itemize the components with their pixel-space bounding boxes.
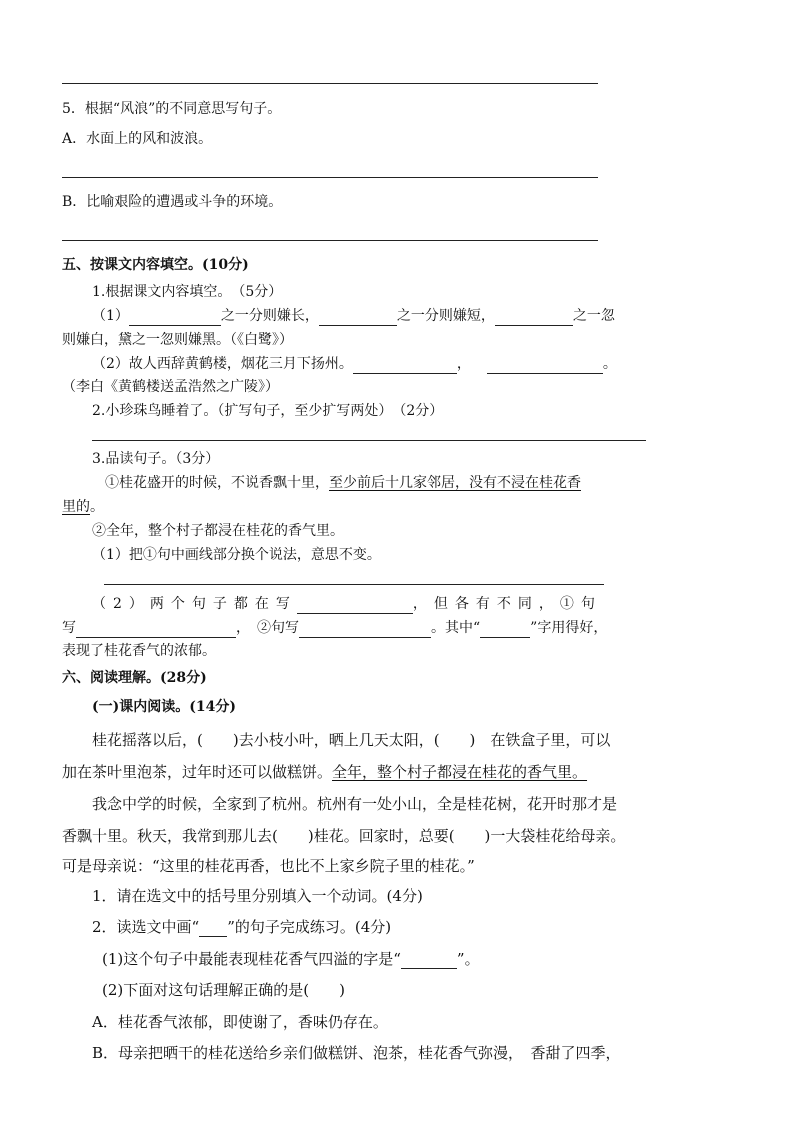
- answer-line[interactable]: [62, 177, 598, 178]
- blank-field[interactable]: [353, 357, 457, 374]
- fill-line-1: [92, 306, 615, 326]
- reading-question-2-1: [102, 949, 480, 969]
- text: 。其中“: [431, 620, 481, 636]
- blank-field[interactable]: [299, 621, 431, 638]
- blank-field[interactable]: [297, 597, 413, 614]
- blank-field[interactable]: [495, 309, 573, 326]
- question-3-2-cont: [62, 618, 607, 638]
- passage-line: [62, 762, 587, 782]
- sentence-1-cont: [62, 497, 104, 517]
- fill-line-2: [92, 354, 617, 374]
- choice-b: B．母亲把晒干的桂花送给乡亲们做糕饼、泡茶，桂花香气弥漫， 香甜了四季，: [92, 1044, 621, 1062]
- blank-field[interactable]: [129, 309, 221, 326]
- question-3-2-end: 表现了桂花香气的浓郁。: [62, 643, 216, 659]
- text: 之一忽: [572, 308, 615, 324]
- text: ”。: [456, 950, 480, 968]
- answer-line[interactable]: [104, 584, 604, 585]
- answer-line[interactable]: [62, 240, 598, 241]
- item-number: （1）: [92, 308, 129, 324]
- choice-a: A．桂花香气浓郁，即使谢了，香味仍存在。: [92, 1013, 388, 1031]
- text: ”的句子完成练习。(4分): [227, 918, 392, 936]
- blank-field[interactable]: [319, 309, 397, 326]
- question-3-2: [92, 594, 602, 614]
- text: ，: [456, 356, 471, 372]
- text: ， ②句写: [236, 620, 299, 636]
- section-6-heading: 六、阅读理解。(28分): [62, 670, 207, 686]
- text: 。: [602, 356, 617, 372]
- reading-question-2: [92, 917, 391, 937]
- blank-field[interactable]: [76, 621, 236, 638]
- text: 写: [62, 620, 76, 636]
- sentence-1: [105, 473, 581, 493]
- sentence-text: 。: [90, 499, 104, 515]
- fill-line-1-cont: 则嫌白，黛之一忽则嫌黑。（《白鹭》）: [62, 332, 293, 348]
- blank-field[interactable]: [480, 621, 530, 638]
- underlined-text: 至少前后十几家邻居，没有不浸在桂花香: [329, 475, 581, 491]
- reading-question-1: 1．请在选文中的括号里分别填入一个动词。(4分): [92, 887, 423, 905]
- answer-line[interactable]: [62, 83, 598, 84]
- question-5-2: 2.小珍珠鸟睡着了。（扩写句子，至少扩写两处） （2分）: [92, 403, 444, 419]
- sentence-2: ②全年，整个村子都浸在桂花的香气里。: [92, 523, 344, 539]
- reading-question-2-2: (2)下面对这句话理解正确的是( ): [102, 981, 345, 999]
- question-3-1: （1）把①句中画线部分换个说法，意思不变。: [92, 547, 381, 563]
- text: （2）两个句子都在写: [92, 596, 297, 612]
- text: 之一分则嫌长，: [220, 308, 319, 324]
- option-b: B．比喻艰险的遭遇或斗争的环境。: [62, 194, 283, 210]
- sentence-text: ①桂花盛开的时候，不说香飘十里，: [105, 475, 329, 491]
- text: (1)这个句子中最能表现桂花香气四溢的字是“: [102, 950, 401, 968]
- option-a: A．水面上的风和波浪。: [62, 131, 213, 147]
- text: 2．读选文中画“: [92, 918, 200, 936]
- blank-field[interactable]: [401, 952, 457, 969]
- passage-line: 我念中学的时候，全家到了杭州。杭州有一处小山，全是桂花树，花开时那才是: [92, 795, 618, 813]
- answer-line[interactable]: [92, 440, 646, 441]
- underlined-text: 里的: [62, 499, 90, 515]
- section-5-heading: 五、按课文内容填空。(10分): [62, 257, 249, 273]
- passage-text: 加在茶叶里泡茶，过年时还可以做糕饼。: [62, 763, 333, 781]
- passage-line: 桂花摇落以后，( )去小枝小叶，晒上几天太阳，( ) 在铁盒子里，可以: [92, 731, 611, 749]
- underline-mark: [199, 920, 227, 937]
- blank-field[interactable]: [487, 357, 603, 374]
- text: ”字用得好，: [530, 620, 608, 636]
- passage-line: 香飘十里。秋天，我常到那儿去( )桂花。回家时，总要( )一大袋桂花给母亲。: [62, 827, 626, 845]
- text: ，但各有不同，①句: [412, 596, 602, 612]
- question-5-1: 1.根据课文内容填空。 （5分）: [92, 284, 283, 300]
- question-5-3: 3.品读句子。（3分）: [92, 451, 220, 467]
- subsection-heading: (一)课内阅读。(14分): [92, 699, 236, 715]
- passage-line: 可是母亲说：“这里的桂花再香，也比不上家乡院子里的桂花。”: [62, 857, 475, 875]
- text: （2）故人西辞黄鹤楼，烟花三月下扬州。: [92, 356, 353, 372]
- underlined-sentence: 全年，整个村子都浸在桂花的香气里。: [332, 763, 588, 781]
- source-citation: （李白《黄鹤楼送孟浩然之广陵》）: [62, 379, 279, 395]
- text: 之一分则嫌短，: [396, 308, 495, 324]
- question-5-title: 5．根据“风浪”的不同意思写句子。: [62, 101, 282, 117]
